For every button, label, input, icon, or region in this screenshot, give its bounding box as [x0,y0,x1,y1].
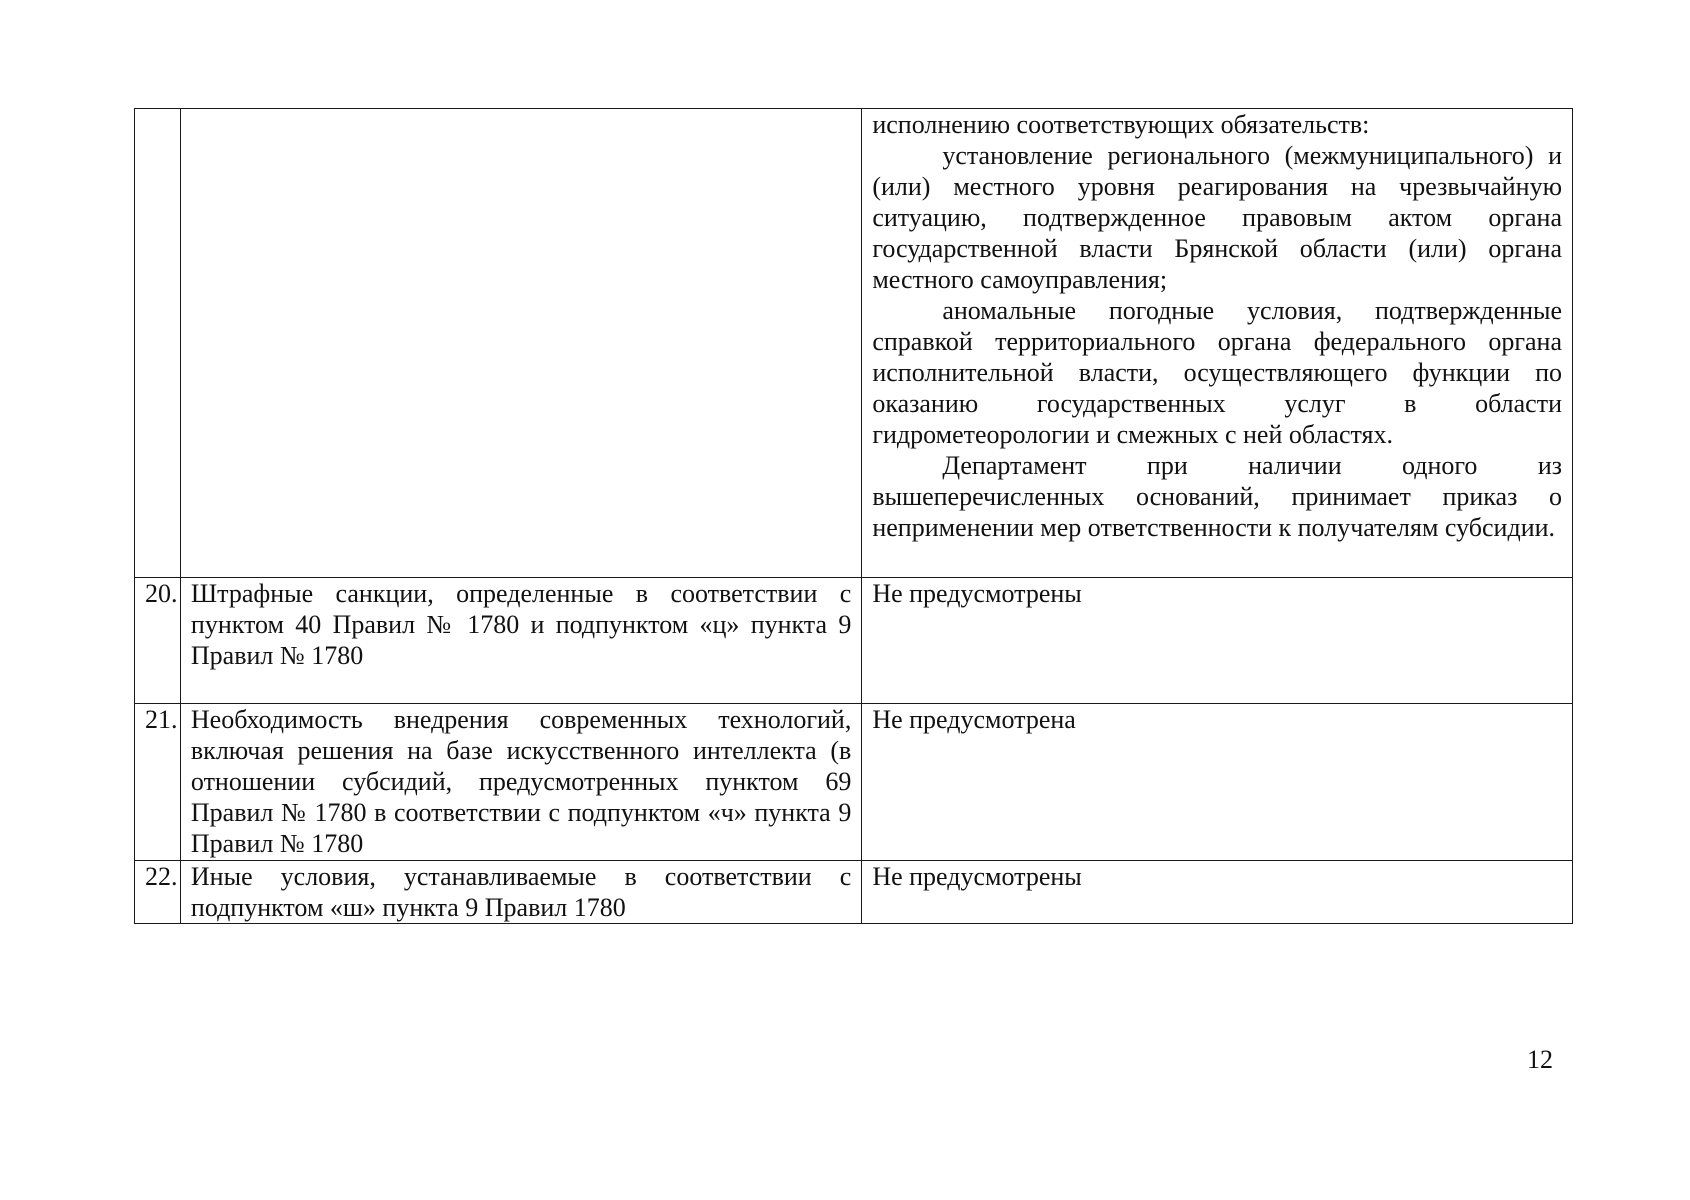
paragraph-weather-conditions: аномальные погодные условия, подтвержденные справкой территориального органа федерального органа исполнительной власти, осуществляющего функции по оказанию государственных услуг в области гидрометеорологии и смежных с ней областях. [872,296,1562,449]
condition-value: Не предусмотрены [872,862,1082,891]
table-row [135,578,1573,704]
condition-name: Необходимость внедрения современных технологий, включая решения на базе искусственного интеллекта (в отношении субсидий, предусмотренных пунктом 69 Правил № 1780 в соответствии с подпунктом «ч» пункта 9 Правил № 1780 [190,705,852,858]
condition-value: Не предусмотрены [872,579,1082,608]
page-number: 12 [1527,1045,1553,1074]
condition-value-cell [862,704,1573,861]
condition-value-cell [862,861,1573,924]
table-row [135,704,1573,861]
row-number-cell: 22. [135,861,181,924]
condition-name: Штрафные санкции, определенные в соответствии с пунктом 40 Правил № 1780 и подпунктом «ц» пункта 9 Правил № 1780 [190,579,852,670]
condition-name-cell [180,704,861,861]
condition-value-cell [862,109,1573,578]
row-number-cell [135,109,181,578]
condition-name-cell [180,861,861,924]
paragraph-regional-emergency: установление регионального (межмуниципального) и (или) местного уровня реагирования на чрезвычайную ситуацию, подтвержденное правовым актом органа государственной власти Брянской области (или) органа местного самоуправления; [872,141,1562,294]
table-row [135,861,1573,924]
table-row-continued [135,109,1573,578]
paragraph-department-order: Департамент при наличии одного из вышеперечисленных оснований, принимает приказ о неприменении мер ответственности к получателям субсидии. [872,451,1562,542]
continued-text-first-line: исполнению соответствующих обязательств: [872,110,1370,139]
conditions-table [134,108,1573,924]
condition-name-cell [180,578,861,704]
row-number-cell: 21. [135,704,181,861]
condition-name: Иные условия, устанавливаемые в соответствии с подпунктом «ш» пункта 9 Правил 1780 [190,862,852,922]
condition-name-cell [180,109,861,578]
condition-value: Не предусмотрена [872,705,1076,734]
condition-value-cell [862,578,1573,704]
row-number-cell: 20. [135,578,181,704]
